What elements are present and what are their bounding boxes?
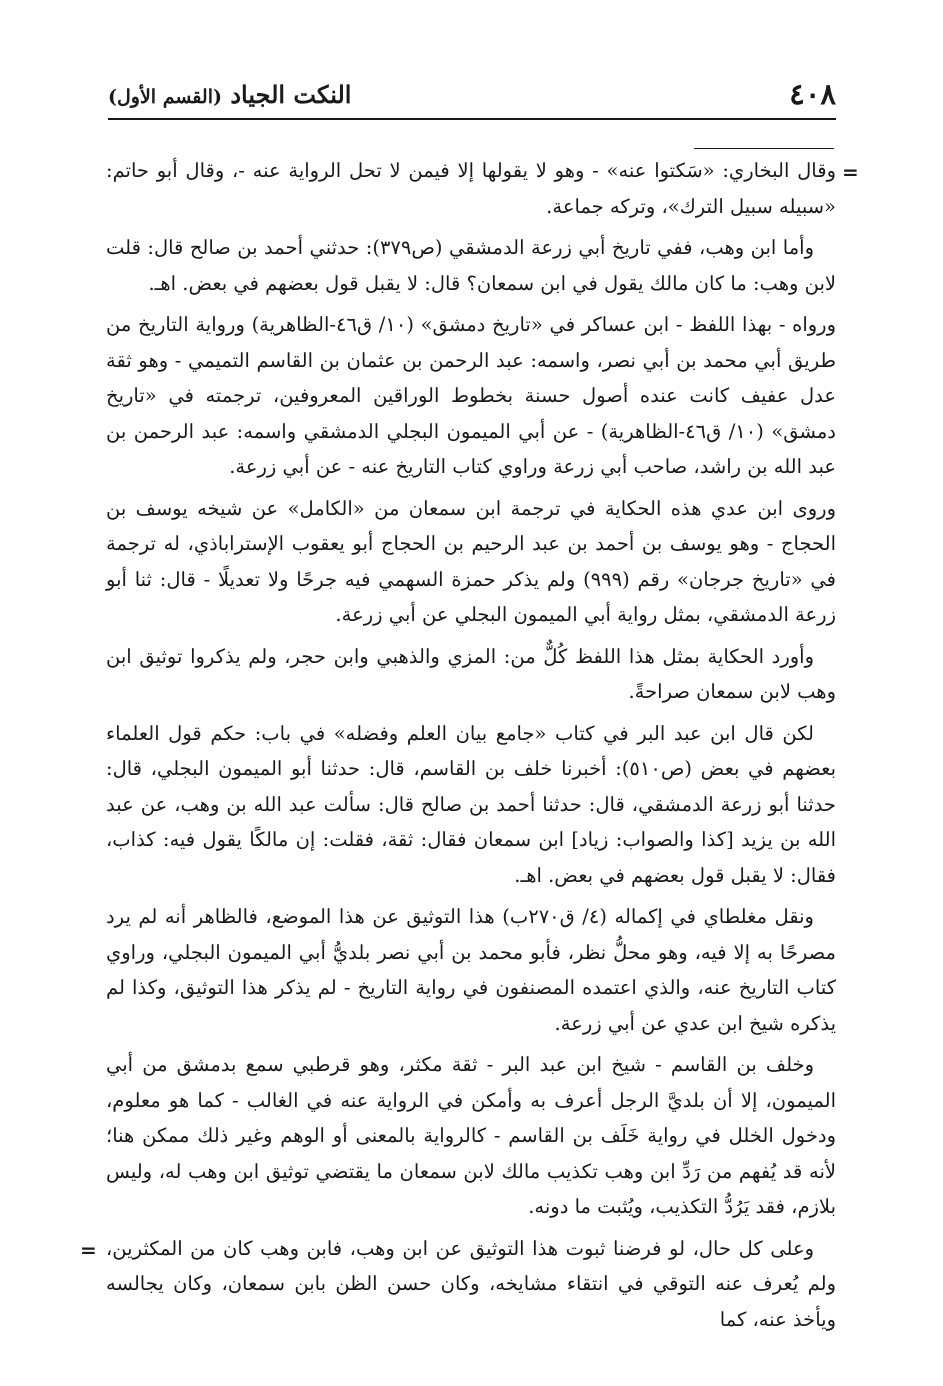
running-title <box>108 80 351 109</box>
paragraph-8: وخلف بن القاسم - شيخ ابن عبد البر - ثقة مكثر، وهو قرطبي سمع بدمشق من أبي الميمون، إلا أن بلديَّ الرجل أعرف به وأمكن في الرواية عنه في الغالب - كما هو معلوم، ودخول الخلل في رواية خَلَف بن القاسم - كالرواية بالمعنى أو الوهم وغير ذلك ممكن هنا؛ لأنه قد يُفهم من رَدِّ ابن وهب تكذيب مالك لابن سمعان ما يقتضي توثيق ابن وهب له، وليس بلازم، فقد يَرُدُّ التكذيب، ويُثبت ما دونه. <box>106 1053 836 1218</box>
running-title-sub: (القسم الأول) <box>108 85 222 108</box>
page-header <box>108 70 836 120</box>
running-title-main: النكت الجياد <box>230 79 352 109</box>
separator-rule <box>694 148 834 149</box>
paragraph-7: ونقل مغلطاي في إكماله (٤/ ق٢٧٠ب) هذا التوثيق عن هذا الموضع، فالظاهر أنه لم يرد مصرحًا به إلا فيه، وهو محلُّ نظر، فأبو محمد بن أبي نصر بلديُّ أبي الميمون البجلي، وراوي كتاب التاريخ عنه، والذي اعتمده المصنفون في رواية التاريخ - لم يذكر هذا التوثيق، وكذا لم يذكره شيخ ابن عدي عن أبي زرعة. <box>106 905 836 1035</box>
paragraph-2: وأما ابن وهب، ففي تاريخ أبي زرعة الدمشقي (ص٣٧٩): حدثني أحمد بن صالح قال: قلت لابن وهب: ما كان مالك يقول في ابن سمعان؟ قال: لا يقبل قول بعضهم في بعض. اهـ. <box>106 236 836 295</box>
continuation-mark-top: = <box>842 160 859 184</box>
paragraph-1: وقال البخاري: «سَكتوا عنه» - وهو لا يقولها إلا فيمن لا تحل الرواية عنه -، وقال أبو حاتم: «سبيله سبيل الترك»، وتركه جماعة. <box>106 159 836 218</box>
continuation-mark-bottom: = <box>80 1238 97 1262</box>
paragraph-6: لكن قال ابن عبد البر في كتاب «جامع بيان العلم وفضله» في باب: حكم قول العلماء بعضهم في بعض (ص٥١٠): أخبرنا خلف بن القاسم، قال: حدثنا أبو الميمون البجلي، قال: حدثنا أبو زرعة الدمشقي، قال: حدثنا أحمد بن صالح قال: سألت عبد الله بن وهب، عن عبد الله بن يزيد [كذا والصواب: زياد] ابن سمعان فقال: ثقة، فقلت: إن مالكًا يقول فيه: كذاب، فقال: لا يقبل قول بعضهم في بعض. اهـ. <box>106 721 836 887</box>
paragraph-4: وروى ابن عدي هذه الحكاية في ترجمة ابن سمعان من «الكامل» عن شيخه يوسف بن الحجاج - وهو يوسف بن أحمد بن عبد الرحيم بن الحجاج أبو يعقوب الإستراباذي، له ترجمة في «تاريخ جرجان» رقم (٩٩٩) ولم يذكر حمزة السهمي فيه جرحًا ولا تعديلًا - قال: ثنا أبو زرعة الدمشقي، بمثل رواية أبي الميمون البجلي عن أبي زرعة. <box>106 496 837 626</box>
paragraph-9: وعلى كل حال، لو فرضنا ثبوت هذا التوثيق عن ابن وهب، فابن وهب كان من المكثرين، ولم يُعرف عنه التوقي في انتقاء مشايخه، وكان حسن الظن بابن سمعان، وكان يجالسه ويأخذ عنه، كما <box>106 1236 836 1331</box>
page-number: ٤٠٨ <box>789 77 836 111</box>
paragraph-3: ورواه - بهذا اللفظ - ابن عساكر في «تاريخ دمشق» (١٠/ ق٤٦-الظاهرية) ورواية التاريخ من طريق أبي محمد بن أبي نصر، واسمه: عبد الرحمن بن عثمان بن القاسم التميمي - وهو ثقة عدل عفيف كانت عنده أصول حسنة بخطوط الوراقين المعروفين، ترجمته في «تاريخ دمشق» (١٠/ ق٤٦-الظاهرية) - عن أبي الميمون البجلي الدمشقي واسمه: عبد الرحمن بن عبد الله بن راشد، صاحب أبي زرعة وراوي كتاب التاريخ عنه - عن أبي زرعة. <box>106 313 837 478</box>
paragraph-5: وأورد الحكاية بمثل هذا اللفظ كُلٌّ من: المزي والذهبي وابن حجر، ولم يذكروا توثيق ابن وهب لابن سمعان صراحةً. <box>106 644 836 703</box>
page-body <box>106 153 836 1343</box>
